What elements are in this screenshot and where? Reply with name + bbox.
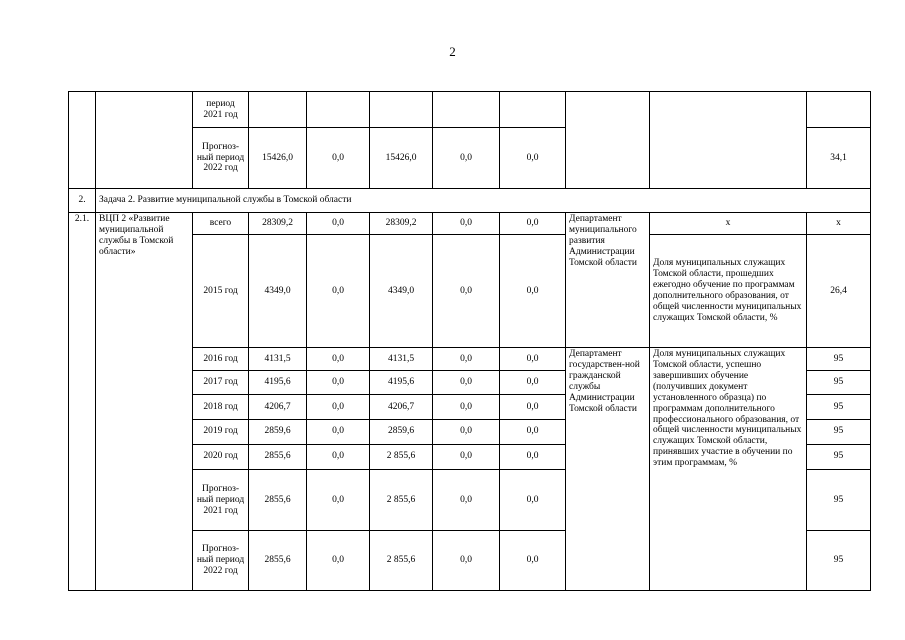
section-number: 2. bbox=[69, 188, 96, 212]
value-cell: 95 bbox=[807, 444, 871, 469]
indicator-cell: Доля муниципальных служащих Томской области, успешно завершивших обучение (получивших документ установленного образца) по программам дополнительного профессионального образования, от общей численности муниципальных служащих Томской области, принявших участие в обучении по этим программам, % bbox=[650, 348, 807, 591]
period-cell: период 2021 год bbox=[193, 92, 249, 128]
period-cell: всего bbox=[193, 212, 249, 234]
table-row: 2015 год 4349,0 0,0 4349,0 0,0 0,0 Доля муниципальных служащих Томской области, прошедших ежегодно обучение по программам дополнительного образования, от общей численности муниципальных служащих Томской области, % 26,4 bbox=[69, 235, 871, 348]
value-cell: 95 bbox=[807, 371, 871, 395]
page-number: 2 bbox=[449, 44, 456, 59]
table-row: Прогноз-ный период 2022 год 15426,0 0,0 15426,0 0,0 0,0 34,1 bbox=[69, 128, 871, 188]
program-name: ВЦП 2 «Развитие муниципальной службы в Томской области» bbox=[96, 212, 193, 590]
value-cell: 95 bbox=[807, 469, 871, 530]
period-cell: Прогноз-ный период 2022 год bbox=[193, 531, 249, 591]
value-cell: 95 bbox=[807, 395, 871, 419]
period-cell: 2018 год bbox=[193, 395, 249, 419]
executor-cell: Департамент муниципального развития Администрации Томской области bbox=[566, 212, 650, 347]
period-cell: Прогноз-ный период 2021 год bbox=[193, 469, 249, 530]
program-number: 2.1. bbox=[69, 212, 96, 590]
value-cell: 95 bbox=[807, 419, 871, 444]
table-row bbox=[69, 92, 871, 128]
value-cell: 26,4 bbox=[807, 235, 871, 348]
table-row: Прогноз-ный период 2021 год 2855,6 0,0 2 855,6 0,0 0,0 95 bbox=[69, 469, 871, 530]
table-row: 2018 год 4206,7 0,0 4206,7 0,0 0,0 95 bbox=[69, 395, 871, 419]
section-title: Задача 2. Развитие муниципальной службы в Томской области bbox=[96, 188, 871, 212]
period-cell: Прогноз-ный период 2022 год bbox=[193, 128, 249, 188]
period-cell: 2015 год bbox=[193, 235, 249, 348]
indicator-cell: Доля муниципальных служащих Томской области, прошедших ежегодно обучение по программам дополнительного образования, от общей численности муниципальных служащих Томской области, % bbox=[650, 235, 807, 348]
value-cell: 95 bbox=[807, 531, 871, 591]
table-row: 2017 год 4195,6 0,0 4195,6 0,0 0,0 95 bbox=[69, 371, 871, 395]
period-cell: 2017 год bbox=[193, 371, 249, 395]
period-cell: 2020 год bbox=[193, 444, 249, 469]
period-cell: 2019 год bbox=[193, 419, 249, 444]
table-row: 2020 год 2855,6 0,0 2 855,6 0,0 0,0 95 bbox=[69, 444, 871, 469]
table-row: Прогноз-ный период 2022 год 2855,6 0,0 2 855,6 0,0 0,0 95 bbox=[69, 531, 871, 591]
table-row: 2016 год 4131,5 0,0 4131,5 0,0 0,0 Департамент государствен-ной гражданской службы Администрации Томской области Доля муниципальных служащих Томской области, успешно завершивших обучение (получивших документ установленного образца) по программам дополнительного профессионального образования, от общей численности муниципальных служащих Томской области, принявших участие в обучении по этим программам, % 95 bbox=[69, 348, 871, 371]
executor-cell: Департамент государствен-ной гражданской службы Администрации Томской области bbox=[566, 348, 650, 591]
value-cell: 95 bbox=[807, 348, 871, 371]
program-table bbox=[68, 91, 871, 591]
section-row bbox=[69, 188, 871, 212]
value-cell: х bbox=[807, 212, 871, 234]
table-row: 2.1. ВЦП 2 «Развитие муниципальной службы в Томской области» всего 28309,2 0,0 28309,2 0,0 0,0 Департамент муниципального развития Администрации Томской области х х bbox=[69, 212, 871, 234]
table-row: 2019 год 2859,6 0,0 2859,6 0,0 0,0 95 bbox=[69, 419, 871, 444]
period-cell: 2016 год bbox=[193, 348, 249, 371]
indicator-cell: х bbox=[650, 212, 807, 234]
